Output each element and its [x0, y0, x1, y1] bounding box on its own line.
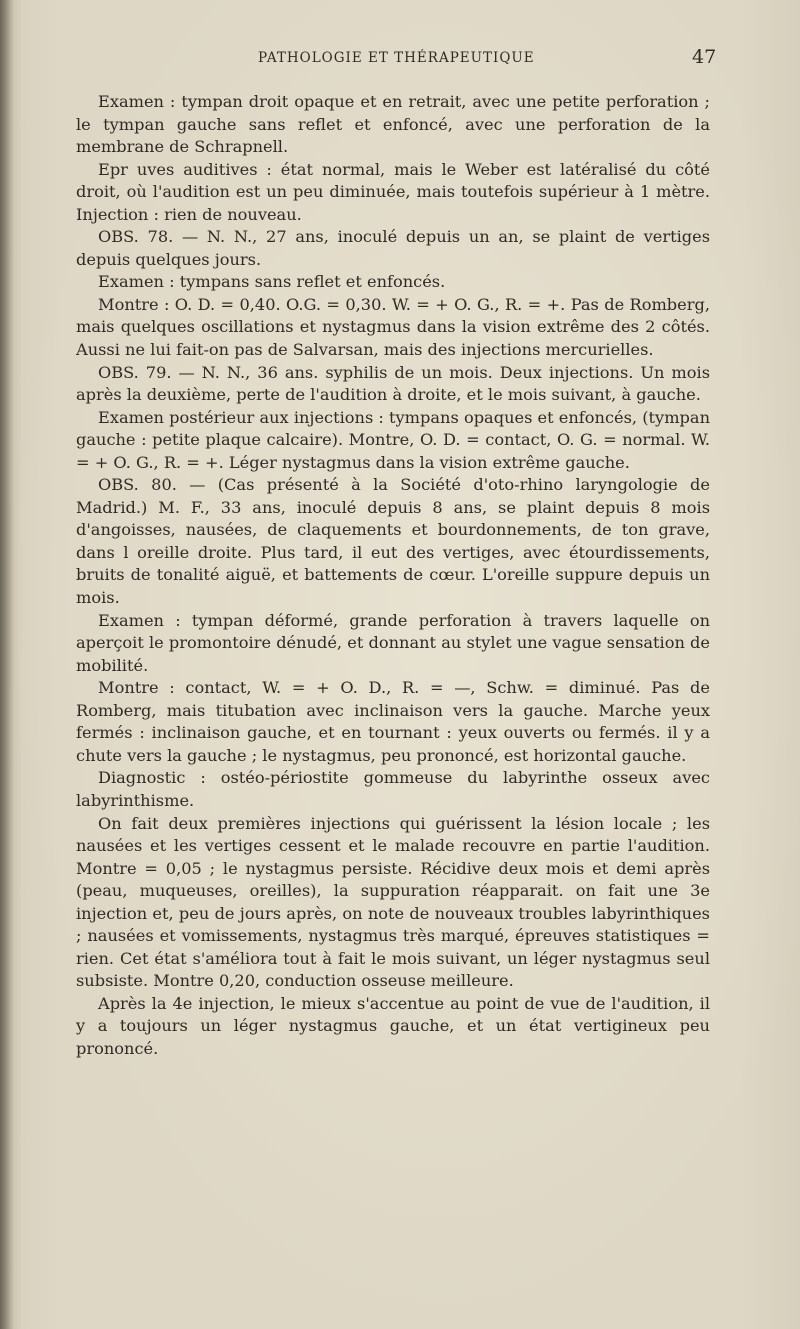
- paragraph-obs-78: OBS. 78. — N. N., 27 ans, inoculé depuis un an, se plaint de vertiges depuis quelques jours.: [76, 227, 710, 269]
- paragraph-diagnostic: Diagnostic : ostéo-périostite gommeuse du labyrinthe osseux avec labyrinthisme.: [76, 768, 710, 810]
- page-number: 47: [692, 46, 717, 68]
- binding-shadow: [0, 0, 14, 1329]
- paragraph-exam-80: Examen : tympan déformé, grande perforation à travers laquelle on aperçoit le promontoire dénudé, et donnant au stylet une vague sensation de mobilité.: [76, 610, 710, 675]
- page-header: [0, 46, 800, 72]
- paragraph-exam-79: Examen postérieur aux injections : tympans opaques et enfoncés, (tympan gauche : petite plaque calcaire). Montre, O. D. = contact, O. G. = normal. W. = + O. G., R. = +. Léger nystagmus dans la vision extrême gauche.: [76, 407, 710, 472]
- paragraph-montre-78: Montre : O. D. = 0,40. O.G. = 0,30. W. = + O. G., R. = +. Pas de Romberg, mais quelques oscillations et nystagmus dans la vision extrême des 2 côtés. Aussi ne lui fait-on pas de Salvarsan, mais des injections mercurielles.: [76, 294, 710, 360]
- paragraph-obs-80: OBS. 80. — (Cas présenté à la Société d'oto-rhino laryngologie de Madrid.) M. F., 33 ans, inoculé depuis 8 ans, se plaint depuis 8 mois d'angoisses, nausées, de claquements et bourdonnements, de ton grave, dans l oreille droite. Plus tard, il eut des vertiges, avec étourdissements, bruits de tonalité aiguë, et battements de cœur. L'oreille suppure depuis un mois.: [76, 475, 710, 608]
- paragraph-obs-79: OBS. 79. — N. N., 36 ans. syphilis de un mois. Deux injections. Un mois après la deuxième, perte de l'audition à droite, et le mois suivant, à gauche.: [76, 362, 710, 405]
- paragraph-montre-80: Montre : contact, W. = + O. D., R. = —, Schw. = diminué. Pas de Romberg, mais titubation avec inclinaison vers la gauche. Marche yeux fermés : inclinaison gauche, et en tournant : yeux ouverts ou fermés. il y a chute vers la gauche ; le nystagmus, peu prononcé, est horizontal gauche.: [76, 678, 710, 765]
- body-text: [76, 91, 710, 1061]
- paragraph-hearing-tests: Epr uves auditives : état normal, mais le Weber est latéralisé du côté droit, où l'audition est un peu diminuée, mais toutefois supérieur à 1 mètre. Injection : rien de nouveau.: [76, 159, 710, 224]
- paragraph-exam-78: Examen : tympans sans reflet et enfoncés.: [98, 272, 446, 292]
- paragraph-exam-78-prev: Examen : tympan droit opaque et en retrait, avec une petite perforation ; le tympan gauche sans reflet et enfoncé, avec une perforation de la membrane de Schrapnell.: [76, 92, 710, 157]
- paragraph-after-4th-injection: Après la 4e injection, le mieux s'accentue au point de vue de l'audition, il y a toujours un léger nystagmus gauche, et un état vertigineux peu prononcé.: [76, 993, 710, 1058]
- running-title: PATHOLOGIE ET THÉRAPEUTIQUE: [258, 50, 535, 66]
- paragraph-treatment: On fait deux premières injections qui guérissent la lésion locale ; les nausées et les vertiges cessent et le malade recouvre en partie l'audition. Montre = 0,05 ; le nystagmus persiste. Récidive deux mois et demi après (peau, muqueuses, oreilles), la suppuration réapparait. on fait une 3e injection et, peu de jours après, on note de nouveaux troubles labyrinthiques ; nausées et vomissements, nystagmus très marqué, épreuves statistiques = rien. Cet état s'améliora tout à fait le mois suivant, un léger nystagmus seul subsiste. Montre 0,20, conduction osseuse meilleure.: [76, 813, 710, 991]
